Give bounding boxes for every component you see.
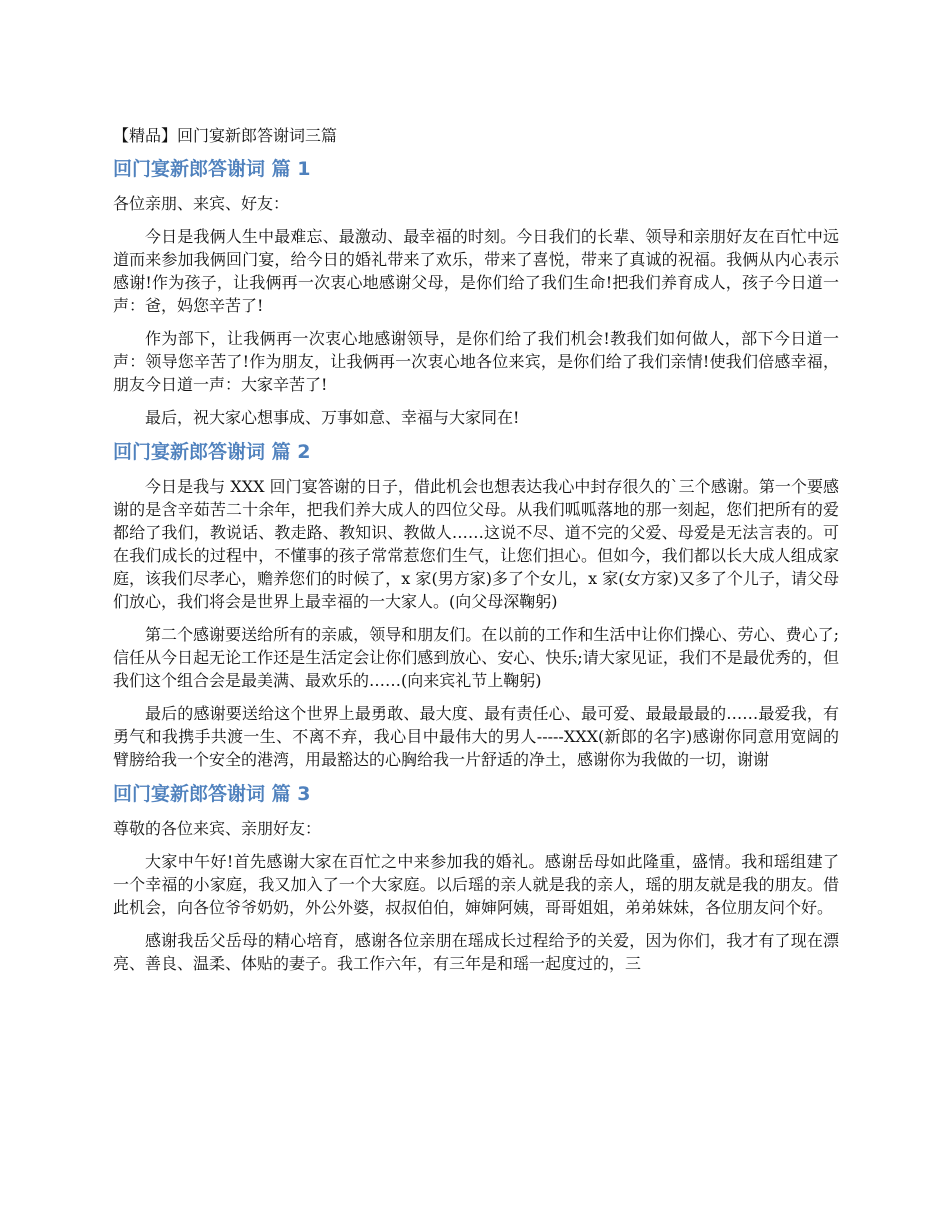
paragraph: 最后，祝大家心想事成、万事如意、幸福与大家同在! bbox=[145, 408, 520, 427]
section-3 bbox=[113, 781, 839, 975]
section-heading: 回门宴新郎答谢词 篇 3 bbox=[113, 783, 311, 805]
section-heading: 回门宴新郎答谢词 篇 1 bbox=[113, 158, 311, 180]
paragraph: 作为部下，让我俩再一次衷心地感谢领导，是你们给了我们机会!教我们如何做人，部下今日道一声：领导您辛苦了!作为朋友，让我俩再一次衷心地各位来宾，是你们给了我们亲情!使我们倍感幸福，朋友今日道一声：大家辛苦了! bbox=[113, 329, 839, 394]
paragraph: 大家中午好!首先感谢大家在百忙之中来参加我的婚礼。感谢岳母如此隆重，盛情。我和瑶组建了一个幸福的小家庭，我又加入了一个大家庭。以后瑶的亲人就是我的亲人，瑶的朋友就是我的朋友。借此机会，向各位爷爷奶奶，外公外婆，叔叔伯伯，婶婶阿姨，哥哥姐姐，弟弟妹妹，各位朋友问个好。 bbox=[113, 852, 839, 917]
paragraph: 第二个感谢要送给所有的亲戚，领导和朋友们。在以前的工作和生活中让你们操心、劳心、费心了;信任从今日起无论工作还是生活定会让你们感到放心、安心、快乐;请大家见证，我们不是最优秀的，但我们这个组合会是最美满、最欢乐的……(向来宾礼节上鞠躬) bbox=[113, 625, 839, 690]
paragraph: 感谢我岳父岳母的精心培育，感谢各位亲朋在瑶成长过程给予的关爱，因为你们，我才有了现在漂亮、善良、温柔、体贴的妻子。我工作六年，有三年是和瑶一起度过的，三 bbox=[113, 931, 839, 973]
section-heading: 回门宴新郎答谢词 篇 2 bbox=[113, 441, 311, 463]
document-page bbox=[113, 124, 839, 985]
paragraph: 最后的感谢要送给这个世界上最勇敢、最大度、最有责任心、最可爱、最最最最的……最爱我，有勇气和我携手共渡一生、不离不弃，我心目中最伟大的男人-----XXX(新郎的名字)感谢你同意用宽阔的臂膀给我一个安全的港湾，用最豁达的心胸给我一片舒适的净土，感谢你为我做的一切，谢谢 bbox=[113, 704, 839, 769]
section-1 bbox=[113, 156, 839, 429]
paragraph: 今日是我俩人生中最难忘、最激动、最幸福的时刻。今日我们的长辈、领导和亲朋好友在百忙中远道而来参加我俩回门宴，给今日的婚礼带来了欢乐，带来了喜悦，带来了真诚的祝福。我俩从内心表示感谢!作为孩子，让我俩再一次衷心地感谢父母，是你们给了我们生命!把我们养育成人，孩子今日道一声：爸，妈您辛苦了! bbox=[113, 227, 839, 315]
salutation: 各位亲朋、来宾、好友： bbox=[113, 194, 290, 213]
document-title: 【精品】回门宴新郎答谢词三篇 bbox=[113, 126, 338, 145]
section-2 bbox=[113, 439, 839, 771]
salutation: 尊敬的各位来宾、亲朋好友： bbox=[113, 819, 322, 838]
paragraph: 今日是我与 XXX 回门宴答谢的日子，借此机会也想表达我心中封存很久的`三个感谢。第一个要感谢的是含辛茹苦二十余年，把我们养大成人的四位父母。从我们呱呱落地的那一刻起，您们把所有的爱都给了我们，教说话、教走路、教知识、教做人……这说不尽、道不完的父爱、母爱是无法言表的。可在我们成长的过程中，不懂事的孩子常常惹您们生气，让您们担心。但如今，我们都以长大成人组成家庭，该我们尽孝心，赡养您们的时候了，x 家(男方家)多了个女儿，x 家(女方家)又多了个儿子，请父母们放心，我们将会是世界上最幸福的一大家人。(向父母深鞠躬) bbox=[113, 477, 839, 611]
